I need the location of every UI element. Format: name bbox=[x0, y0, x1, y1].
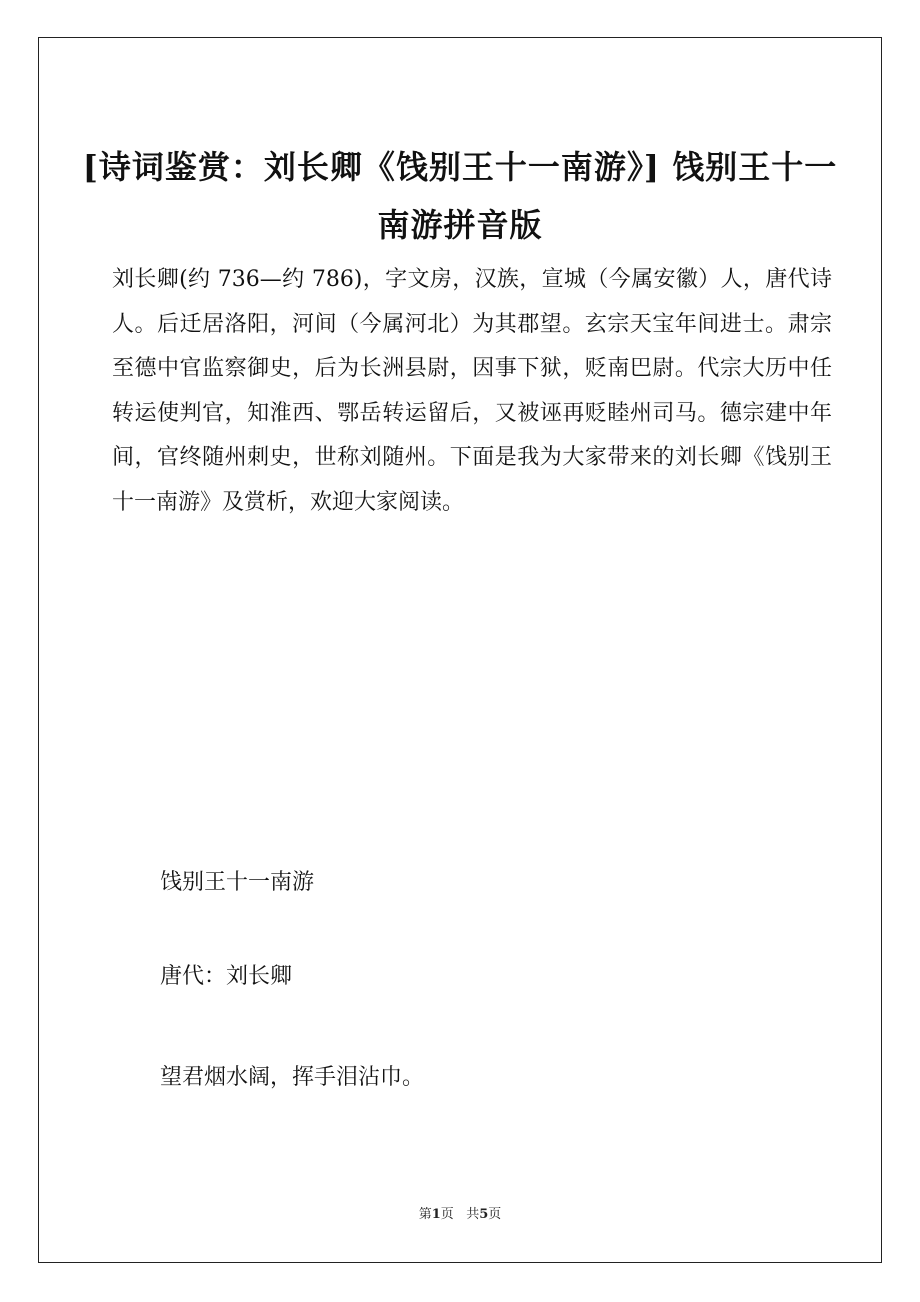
poem-title: 饯别王十一南游 bbox=[160, 870, 315, 895]
poem-author: 唐代：刘长卿 bbox=[160, 964, 293, 989]
page-prefix: 第 bbox=[418, 1207, 432, 1222]
poem-line: 望君烟水阔，挥手泪沾巾。 bbox=[160, 1065, 425, 1090]
page-footer bbox=[0, 1205, 920, 1225]
page-total: 5 bbox=[479, 1207, 489, 1222]
page-current: 1 bbox=[431, 1207, 441, 1222]
page-suffix: 页 共 bbox=[440, 1207, 480, 1222]
page-total-suffix: 页 bbox=[488, 1207, 502, 1222]
document-title: [诗词鉴赏：刘长卿《饯别王十一南游》] 饯别王十一南游拼音版 bbox=[82, 148, 838, 244]
intro-paragraph: 刘长卿(约 736—约 786)，字文房，汉族，宣城（今属安徽）人，唐代诗人。后迁居洛阳，河间（今属河北）为其郡望。玄宗天宝年间进士。肃宗至德中官监察御史，后为长洲县尉，因事下狱，贬南巴尉。代宗大历中任转运使判官，知淮西、鄂岳转运留后，又被诬再贬睦州司马。德宗建中年间，官终随州刺史，世称刘随州。下面是我为大家带来的刘长卿《饯别王十一南游》及赏析，欢迎大家阅读。 bbox=[112, 267, 832, 515]
